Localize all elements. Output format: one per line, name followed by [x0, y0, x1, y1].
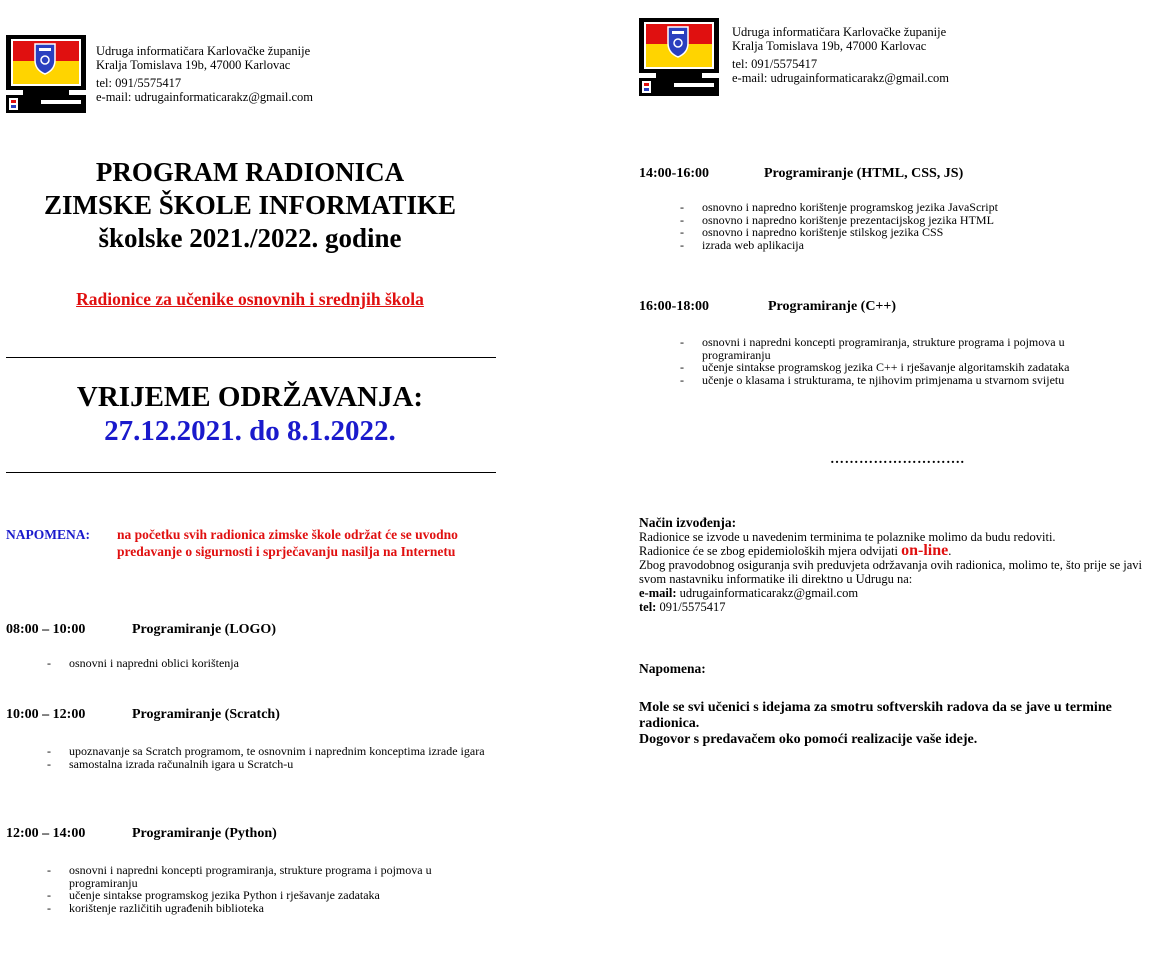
nacin-izvodenja: [639, 516, 1149, 614]
title-line-2: ZIMSKE ŠKOLE INFORMATIKE: [43, 190, 457, 220]
divider-2: [6, 472, 496, 473]
session-subject: Programiranje (Python): [132, 826, 277, 841]
napomena-text: na početku svih radionica zimske škole održat će se uvodno predavanje o sigurnosti i sprječavanju nasilja na Internetu: [117, 527, 458, 559]
list-item: - osnovno i napredno korištenje programskog jezika JavaScript: [680, 201, 1130, 214]
list-item: - osnovno i napredno korištenje stilskog jezika CSS: [680, 226, 1130, 239]
session-subject: Programiranje (C++): [768, 299, 897, 314]
list-item: - osnovni i napredni koncepti programiranja, strukture programa i pojmova u programiranju: [680, 336, 1135, 361]
dots-separator: ……………………….: [830, 452, 965, 467]
session-time-html: [639, 166, 964, 182]
page-title: [0, 156, 500, 255]
mole-block: [639, 700, 1149, 748]
org-address: Kralja Tomislava 19b, 47000 Karlovac: [732, 39, 927, 53]
list-item: - korištenje različitih ugrađenih biblioteka: [47, 902, 497, 915]
nacin-line-2: [639, 544, 1149, 558]
nacin-tel: [639, 600, 1149, 614]
mole-line-1: Mole se svi učenici s idejama za smotru softverskih radova da se jave u termine radionica.: [639, 700, 1112, 731]
session-items-scratch: [47, 745, 497, 770]
org-name: Udruga informatičara Karlovačke županije: [96, 44, 311, 58]
vrijeme-odrzavanja: [0, 380, 500, 448]
email-label: e-mail:: [639, 586, 677, 600]
session-items-logo: [47, 657, 497, 670]
title-line-1: PROGRAM RADIONICA: [95, 157, 405, 187]
list-item: - učenje o klasama i strukturama, te njihovim primjenama u stvarnom svijetu: [680, 374, 1135, 387]
org-email: e-mail: udrugainformaticarakz@gmail.com: [732, 71, 949, 85]
nacin-line-2-end: .: [948, 544, 952, 558]
org-info-right: [732, 25, 949, 85]
session-items-cpp: [680, 336, 1135, 386]
session-time: 12:00 – 14:00: [6, 826, 86, 841]
session-time: 10:00 – 12:00: [6, 707, 86, 722]
email-value: udrugainformaticarakz@gmail.com: [676, 586, 859, 600]
nacin-line-1: Radionice se izvode u navedenim terminima te polaznike molimo da budu redoviti.: [639, 530, 1056, 544]
mole-line-2: Dogovor s predavačem oko pomoći realizacije vaše ideje.: [639, 732, 978, 747]
org-tel: tel: 091/5575417: [96, 76, 182, 90]
vrijeme-dates: 27.12.2021. do 8.1.2022.: [104, 415, 396, 447]
list-item: - samostalna izrada računalnih igara u Scratch-u: [47, 758, 497, 771]
napomena-block: [6, 526, 506, 586]
vrijeme-label: VRIJEME ODRŽAVANJA:: [76, 381, 424, 413]
online-highlight: on-line: [901, 542, 949, 559]
napomena-heading: Napomena:: [639, 661, 706, 676]
title-line-3: školske 2021./2022. godine: [98, 223, 402, 253]
session-items-html: [680, 201, 1130, 251]
nacin-line-2-text: Radionice će se zbog epidemioloških mjera odvijati: [639, 544, 902, 558]
session-subject: Programiranje (Scratch): [132, 707, 280, 722]
napomena-label: NAPOMENA:: [6, 527, 90, 542]
org-email: e-mail: udrugainformaticarakz@gmail.com: [96, 90, 313, 104]
list-item: - učenje sintakse programskog jezika Python i rješavanje zadataka: [47, 889, 497, 902]
session-time: 16:00-18:00: [639, 299, 709, 314]
list-item: - osnovni i napredni koncepti programiranja, strukture programa i pojmova u programiranju: [47, 864, 497, 889]
session-time-cpp: [639, 299, 897, 315]
session-time-python: [6, 826, 277, 842]
nacin-heading: Način izvođenja:: [639, 515, 737, 530]
org-info: [96, 44, 313, 104]
list-item: - osnovni i napredni oblici korištenja: [47, 657, 497, 670]
session-subject: Programiranje (LOGO): [132, 622, 276, 637]
nacin-line-3: Zbog pravodobnog osiguranja svih preduvjeta održavanja ovih radionica, molimo te, što prije se javi svom nastavniku informatike ili direktno u Udrugu na:: [639, 558, 1142, 586]
session-time-logo: [6, 622, 276, 638]
session-items-python: [47, 864, 497, 914]
list-item: - osnovno i napredno korištenje prezentacijskog jezika HTML: [680, 214, 1130, 227]
session-time-scratch: [6, 707, 280, 723]
tel-value: 091/5575417: [656, 600, 726, 614]
org-address: Kralja Tomislava 19b, 47000 Karlovac: [96, 58, 291, 72]
divider-1: [6, 357, 496, 358]
computer-logo-icon: [5, 34, 87, 114]
session-time: 14:00-16:00: [639, 166, 709, 181]
list-item: - izrada web aplikacija: [680, 239, 1130, 252]
nacin-email: [639, 586, 1149, 600]
list-item: - učenje sintakse programskog jezika C++ i rješavanje algoritamskih zadataka: [680, 361, 1135, 374]
tel-label: tel:: [639, 600, 657, 614]
session-subject: Programiranje (HTML, CSS, JS): [764, 166, 964, 181]
org-name: Udruga informatičara Karlovačke županije: [732, 25, 947, 39]
list-item: - upoznavanje sa Scratch programom, te osnovnim i naprednim konceptima izrade igara: [47, 745, 497, 758]
subtitle: Radionice za učenike osnovnih i srednjih škola: [76, 289, 424, 309]
org-tel: tel: 091/5575417: [732, 57, 818, 71]
session-time: 08:00 – 10:00: [6, 622, 86, 637]
computer-logo-icon-right: [638, 17, 720, 97]
